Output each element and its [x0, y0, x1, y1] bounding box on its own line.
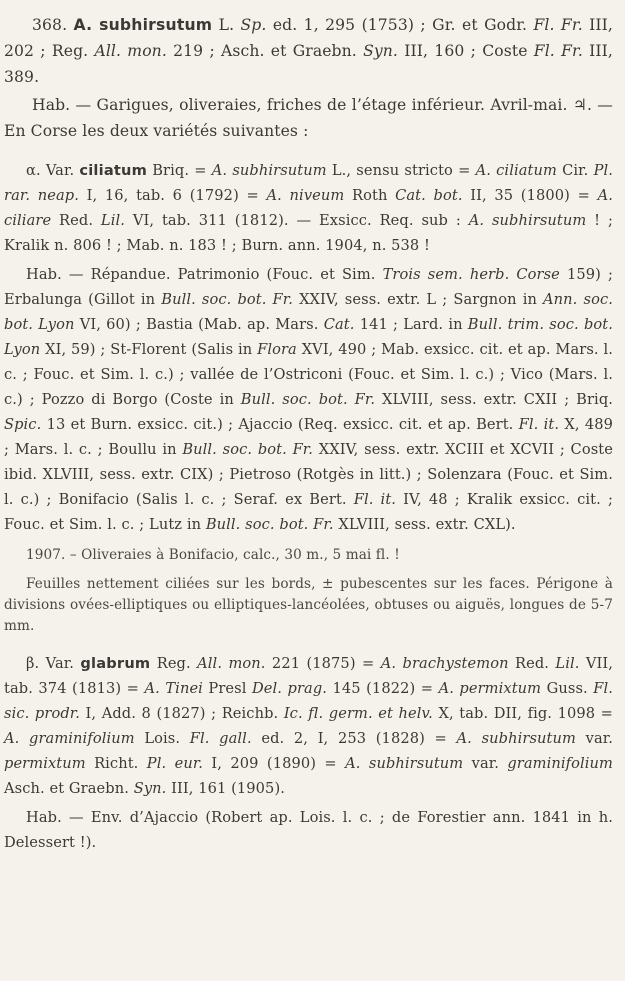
citation-text: III, 160 ; Coste — [397, 42, 534, 60]
text: IV, 48 ; Kralik exsicc. cit. ; Fouc. et Sim. l. c. ; Lutz in — [4, 491, 613, 533]
variety-description: Feuilles nettement ciliées sur les bords, ± pubescentes sur les faces. Périgone à divisions ovées-elliptiques ou elliptiques-lancéolées, obtuses ou aiguës, longues de 5-7 mm. — [4, 576, 613, 634]
citation-text: ed. 1, 295 (1753) ; Gr. et Godr. — [266, 16, 534, 34]
text: XLVIII, sess. extr. CXL). — [333, 516, 516, 533]
text: X, 489 ; Mars. l. c. ; Boullu in — [4, 416, 613, 458]
text: Reg. — [150, 655, 198, 672]
species-name: A. subhirsutum — [73, 16, 213, 34]
text: I, 209 (1890) = — [203, 755, 346, 772]
variety-beta — [4, 651, 613, 801]
italic-text: Flora — [257, 341, 297, 358]
italic-text: A. brachystemon — [380, 655, 509, 672]
italic-text: Fl. it. — [353, 491, 397, 508]
text: ed. 2, I, 253 (1828) = — [251, 730, 457, 747]
italic-text: Pl. eur. — [146, 755, 204, 772]
habitat-alpha — [4, 262, 613, 537]
text: 141 ; Lard. in — [354, 316, 468, 333]
text: var. — [575, 730, 613, 747]
italic-text: Trois sem. herb. Corse — [382, 266, 560, 283]
citation-italic: Fl. Fr. — [533, 42, 583, 60]
italic-text: A. ciliare — [4, 187, 613, 229]
italic-text: Lil. — [555, 655, 580, 672]
text: 221 (1875) = — [265, 655, 381, 672]
text: ! ; Kralik n. 806 ! ; Mab. n. 183 ! ; Burn. ann. 1904, n. 538 ! — [4, 212, 613, 254]
italic-text: Bull. soc. bot. Fr. — [161, 291, 293, 308]
italic-text: Bull. trim. soc. bot. Lyon — [4, 316, 613, 358]
text: I, Add. 8 (1827) ; Reichb. — [79, 705, 284, 722]
text: Briq. = — [147, 162, 212, 179]
italic-text: Lil. — [100, 212, 125, 229]
text: 13 et Burn. exsicc. cit.) ; Ajaccio (Req. exsicc. cit. et ap. Bert. — [41, 416, 519, 433]
italic-text: Cat. bot. — [395, 187, 463, 204]
text: Hab. — Répandue. Patrimonio (Fouc. et Sim. — [26, 266, 383, 283]
italic-text: A. niveum — [266, 187, 345, 204]
text: X, tab. DII, fig. 1098 = — [432, 705, 613, 722]
citation-text: III, 389. — [4, 42, 613, 86]
italic-text: A. Tinei — [144, 680, 203, 697]
variety-name: glabrum — [80, 655, 151, 672]
species-entry — [4, 12, 613, 90]
text: 159) ; Erbalunga (Gillot in — [4, 266, 613, 308]
italic-text: Syn. — [133, 780, 167, 797]
text: XXIV, sess. extr. XCIII et XCVII ; Coste ibid. XLVIII, sess. extr. CIX) ; Pietroso (Rotgès in litt.) ; Solenzara (Fouc. et Sim. l. c.) ; Bonifacio (Salis l. c. ; Seraf. ex Bert. — [4, 441, 613, 508]
variety-marker: β. Var. — [26, 655, 81, 672]
note-1907: 1907. – Oliveraies à Bonifacio, calc., 30 m., 5 mai fl. ! — [26, 547, 400, 563]
habitat-main: Hab. — Garigues, oliveraies, friches de l’étage inférieur. Avril-mai. ♃. — En Corse les deux variétés suivantes : — [4, 96, 613, 140]
text: var. — [463, 755, 508, 772]
text: Guss. — [541, 680, 594, 697]
citation-italic: Fl. Fr. — [533, 16, 583, 34]
habitat-beta: Hab. — Env. d’Ajaccio (Robert ap. Lois. l. c. ; de Forestier ann. 1841 in h. Delessert !). — [4, 809, 613, 851]
variety-alpha — [4, 158, 613, 258]
text: VII, tab. 374 (1813) = — [4, 655, 613, 697]
text: II, 35 (1800) = — [462, 187, 598, 204]
text: Richt. — [85, 755, 147, 772]
entry-number: 368. — [32, 16, 68, 34]
italic-text: Ic. fl. germ. et helv. — [283, 705, 433, 722]
italic-text: Fl. it. — [518, 416, 560, 433]
italic-text: permixtum — [4, 755, 86, 772]
italic-text: A. subhirsutum — [345, 755, 464, 772]
text: Roth — [344, 187, 396, 204]
text: XLVIII, sess. extr. CXII ; Briq. — [375, 391, 613, 408]
italic-text: A. subhirsutum — [456, 730, 576, 747]
text: I, 16, tab. 6 (1792) = — [78, 187, 267, 204]
text: Cir. — [556, 162, 594, 179]
italic-text: graminifolium — [507, 755, 613, 772]
citation-italic: All. mon. — [94, 42, 167, 60]
italic-text: Fl. sic. prodr. — [4, 680, 613, 722]
italic-text: Del. prag. — [252, 680, 328, 697]
text: L., sensu stricto = — [326, 162, 476, 179]
italic-text: Pl. rar. neap. — [4, 162, 613, 204]
italic-text: A. subhirsutum — [468, 212, 587, 229]
citation-italic: Syn. — [363, 42, 398, 60]
citation-text: III, 202 ; Reg. — [4, 16, 613, 60]
italic-text: Bull. soc. bot. Fr. — [205, 516, 334, 533]
text: VI, 60) ; Bastia (Mab. ap. Mars. — [74, 316, 324, 333]
text: XVI, 490 ; Mab. exsicc. cit. et ap. Mars. l. c. ; Fouc. et Sim. l. c.) ; vallée de l’Ostriconi (Fouc. et Sim. l. c.) ; Vico (Mars. l. c.) ; Pozzo di Borgo (Coste in — [4, 341, 613, 408]
citation-italic: Sp. — [240, 16, 267, 34]
text: 145 (1822) = — [327, 680, 439, 697]
text: Lois. — [134, 730, 190, 747]
citation-text: L. — [212, 16, 241, 34]
italic-text: A. graminifolium — [4, 730, 135, 747]
text: XI, 59) ; St-Florent (Salis in — [40, 341, 258, 358]
text: Red. — [508, 655, 556, 672]
variety-marker: α. Var. — [26, 162, 80, 179]
italic-text: A. permixtum — [438, 680, 542, 697]
text: Red. — [51, 212, 101, 229]
text: Presl — [202, 680, 252, 697]
text: XXIV, sess. extr. L ; Sargnon in — [293, 291, 544, 308]
text: VI, tab. 311 (1812). — Exsicc. Req. sub : — [125, 212, 469, 229]
text: Asch. et Graebn. — [4, 780, 134, 797]
italic-text: Spic. — [4, 416, 42, 433]
italic-text: All. mon. — [197, 655, 266, 672]
text: III, 161 (1905). — [166, 780, 285, 797]
citation-text: 219 ; Asch. et Graebn. — [166, 42, 364, 60]
italic-text: Ann. soc. bot. Lyon — [4, 291, 613, 333]
variety-name: ciliatum — [79, 162, 148, 179]
italic-text: A. subhirsutum — [211, 162, 327, 179]
italic-text: A. ciliatum — [475, 162, 557, 179]
italic-text: Fl. gall. — [189, 730, 252, 747]
italic-text: Bull. soc. bot. Fr. — [182, 441, 314, 458]
italic-text: Cat. — [323, 316, 355, 333]
italic-text: Bull. soc. bot. Fr. — [240, 391, 376, 408]
